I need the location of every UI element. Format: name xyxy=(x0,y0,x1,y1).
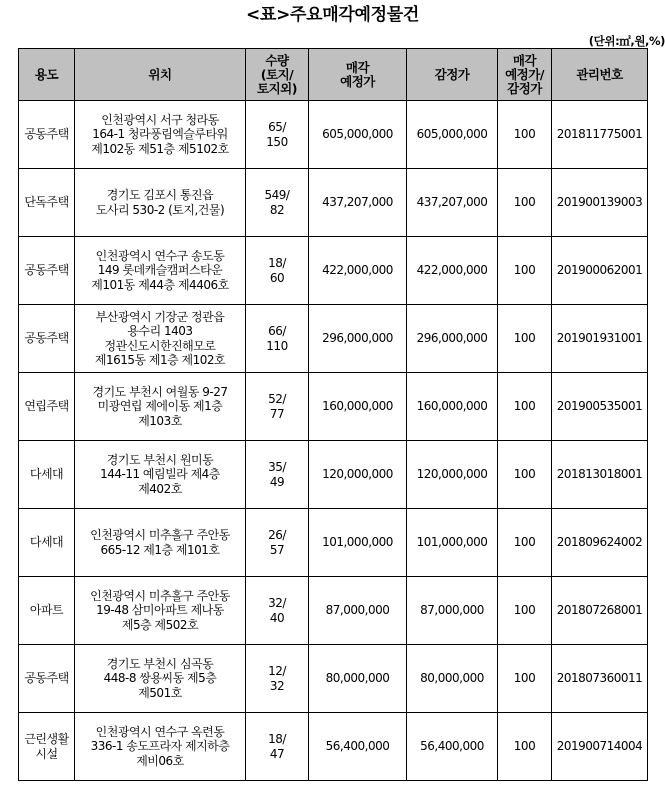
column-header-sale-price-line1: 매각 xyxy=(345,59,370,75)
cell-location-line: 19-48 삼미아파트 제나동 xyxy=(96,603,224,618)
cell-location-line: 미광연립 제에이동 제1층 xyxy=(97,399,223,414)
cell-use: 공동주택 xyxy=(19,237,75,305)
cell-price-ratio: 100 xyxy=(498,713,552,781)
cell-location xyxy=(75,509,246,577)
cell-appraised-price: 87,000,000 xyxy=(407,577,498,645)
cell-quantity-land: 32/ xyxy=(268,596,286,610)
cell-use xyxy=(19,713,75,781)
listing-table xyxy=(18,48,648,781)
column-header-use-label: 용도 xyxy=(34,66,59,82)
cell-appraised-price: 160,000,000 xyxy=(407,373,498,441)
cell-quantity-other: 60 xyxy=(269,270,285,285)
cell-management-number: 201809624002 xyxy=(552,509,648,577)
table-row xyxy=(19,577,648,645)
cell-quantity-other: 110 xyxy=(266,338,288,353)
cell-location xyxy=(75,645,246,713)
column-header-location-label: 위치 xyxy=(148,66,172,82)
cell-quantity-land: 65/ xyxy=(268,120,286,134)
cell-sale-price: 160,000,000 xyxy=(309,373,407,441)
table-row xyxy=(19,169,648,237)
cell-location xyxy=(75,441,246,509)
listing-table-wrapper xyxy=(18,48,647,781)
cell-quantity-land: 18/ xyxy=(268,732,286,746)
cell-location-line: 인천광역시 서구 청라동 xyxy=(101,112,219,127)
cell-management-number: 201807268001 xyxy=(552,577,648,645)
cell-appraised-price: 605,000,000 xyxy=(407,101,498,169)
cell-quantity-land: 18/ xyxy=(268,256,286,270)
unit-note-row xyxy=(18,30,665,50)
cell-location-line: 164-1 청라풍림엑슬루타워 xyxy=(92,127,228,142)
cell-sale-price: 120,000,000 xyxy=(309,441,407,509)
cell-location-line: 665-12 제1층 제101호 xyxy=(100,542,220,557)
cell-quantity-other: 77 xyxy=(269,406,285,421)
cell-appraised-price: 101,000,000 xyxy=(407,509,498,577)
cell-use: 아파트 xyxy=(19,577,75,645)
column-header-ratio-line2: 예정가/ xyxy=(505,66,544,82)
cell-quantity-land: 35/ xyxy=(268,460,286,474)
cell-location-line: 336-1 송도프라자 제지하층 xyxy=(90,739,230,754)
cell-location-line: 144-11 예림빌라 제4층 xyxy=(100,467,220,482)
cell-appraised-price: 437,207,000 xyxy=(407,169,498,237)
cell-price-ratio: 100 xyxy=(498,101,552,169)
cell-sale-price: 101,000,000 xyxy=(309,509,407,577)
cell-location-line: 인천광역시 미추홀구 주안동 xyxy=(90,588,230,603)
cell-location-line: 제비06호 xyxy=(136,753,184,768)
cell-location xyxy=(75,101,246,169)
cell-location-line: 경기도 부천시 여월동 9-27 xyxy=(92,384,228,399)
column-header-sale-price xyxy=(309,49,407,101)
cell-use: 공동주택 xyxy=(19,101,75,169)
table-row xyxy=(19,509,648,577)
cell-quantity-land: 12/ xyxy=(268,664,286,678)
cell-quantity-other: 49 xyxy=(269,474,285,489)
column-header-appraised xyxy=(407,49,498,101)
cell-location-line: 정관신도시한진해모로 xyxy=(104,338,216,353)
cell-quantity-land: 549/ xyxy=(264,188,290,202)
cell-location xyxy=(75,305,246,373)
cell-location-line: 448-8 쌍용씨동 제5층 xyxy=(103,671,217,686)
cell-quantity xyxy=(246,509,309,577)
cell-price-ratio: 100 xyxy=(498,305,552,373)
column-header-quantity-line2: (토지/ xyxy=(260,66,294,82)
cell-quantity-other: 82 xyxy=(269,202,285,217)
cell-quantity-other: 40 xyxy=(269,610,285,625)
table-row xyxy=(19,373,648,441)
column-header-quantity xyxy=(246,49,309,101)
cell-price-ratio: 100 xyxy=(498,169,552,237)
table-body xyxy=(19,101,648,781)
cell-use-line: 근린생활 xyxy=(24,732,69,746)
cell-quantity xyxy=(246,101,309,169)
cell-location-line: 부산광역시 기장군 정관읍 xyxy=(95,309,225,324)
cell-management-number: 201807360011 xyxy=(552,645,648,713)
cell-location-line: 경기도 부천시 심곡동 xyxy=(106,656,214,671)
table-row xyxy=(19,305,648,373)
table-header xyxy=(19,49,648,101)
cell-sale-price: 80,000,000 xyxy=(309,645,407,713)
cell-location-line: 인천광역시 미추홀구 주안동 xyxy=(90,528,230,542)
cell-sale-price: 605,000,000 xyxy=(309,101,407,169)
cell-appraised-price: 56,400,000 xyxy=(407,713,498,781)
cell-location xyxy=(75,713,246,781)
cell-price-ratio: 100 xyxy=(498,373,552,441)
cell-quantity xyxy=(246,577,309,645)
cell-management-number: 201900714004 xyxy=(552,713,648,781)
table-row xyxy=(19,237,648,305)
cell-management-number: 201900062001 xyxy=(552,237,648,305)
cell-location-line: 제402호 xyxy=(138,481,182,496)
cell-price-ratio: 100 xyxy=(498,237,552,305)
header-row xyxy=(19,49,648,101)
cell-location xyxy=(75,169,246,237)
cell-management-number: 201813018001 xyxy=(552,441,648,509)
cell-location-line: 제103호 xyxy=(138,413,182,428)
cell-location-line: 인천광역시 연수구 옥련동 xyxy=(95,724,225,739)
cell-price-ratio: 100 xyxy=(498,441,552,509)
cell-location xyxy=(75,577,246,645)
column-header-quantity-line1: 수량 xyxy=(265,52,289,68)
cell-quantity xyxy=(246,305,309,373)
cell-quantity xyxy=(246,169,309,237)
cell-quantity-other: 150 xyxy=(266,134,288,149)
cell-location xyxy=(75,237,246,305)
cell-location-line: 도사리 530-2 (토지,건물) xyxy=(95,202,225,217)
column-header-use xyxy=(19,49,75,101)
table-row xyxy=(19,441,648,509)
cell-sale-price: 56,400,000 xyxy=(309,713,407,781)
cell-location-line: 경기도 김포시 통진읍 xyxy=(106,188,214,202)
cell-sale-price: 296,000,000 xyxy=(309,305,407,373)
cell-use: 다세대 xyxy=(19,441,75,509)
cell-location-line: 제102동 제51층 제5102호 xyxy=(91,141,229,156)
cell-quantity-land: 66/ xyxy=(268,324,286,338)
cell-location-line: 149 롯데캐슬캠퍼스타운 xyxy=(97,263,223,278)
column-header-mgmt-no-label: 관리번호 xyxy=(576,66,623,82)
cell-sale-price: 87,000,000 xyxy=(309,577,407,645)
table-row xyxy=(19,645,648,713)
cell-quantity xyxy=(246,713,309,781)
cell-quantity-other: 57 xyxy=(269,542,285,557)
cell-price-ratio: 100 xyxy=(498,645,552,713)
cell-location-line: 용수리 1403 xyxy=(127,324,193,338)
cell-management-number: 201900139003 xyxy=(552,169,648,237)
cell-appraised-price: 80,000,000 xyxy=(407,645,498,713)
cell-sale-price: 422,000,000 xyxy=(309,237,407,305)
page-title: <표>주요매각예정물건 xyxy=(246,5,419,25)
cell-location xyxy=(75,373,246,441)
cell-quantity xyxy=(246,645,309,713)
cell-quantity xyxy=(246,373,309,441)
cell-appraised-price: 296,000,000 xyxy=(407,305,498,373)
cell-sale-price: 437,207,000 xyxy=(309,169,407,237)
unit-note: (단위:㎡,원,%) xyxy=(588,34,665,48)
table-row xyxy=(19,713,648,781)
cell-location-line: 경기도 부천시 원미동 xyxy=(106,452,214,467)
cell-appraised-price: 120,000,000 xyxy=(407,441,498,509)
column-header-location xyxy=(75,49,246,101)
cell-management-number: 201811775001 xyxy=(552,101,648,169)
cell-location-line: 제5층 제502호 xyxy=(121,617,199,632)
cell-use: 공동주택 xyxy=(19,645,75,713)
cell-quantity-other: 32 xyxy=(269,678,285,693)
cell-price-ratio: 100 xyxy=(498,509,552,577)
cell-location-line: 제1615동 제1층 제102호 xyxy=(94,353,226,367)
cell-appraised-price: 422,000,000 xyxy=(407,237,498,305)
column-header-ratio-line1: 매각 xyxy=(512,52,537,68)
cell-quantity xyxy=(246,441,309,509)
table-row xyxy=(19,101,648,169)
cell-location-line: 제501호 xyxy=(138,685,182,700)
column-header-ratio xyxy=(498,49,552,101)
cell-management-number: 201901931001 xyxy=(552,305,648,373)
column-header-ratio-line3: 감정가 xyxy=(507,80,542,96)
cell-use: 단독주택 xyxy=(19,169,75,237)
cell-quantity xyxy=(246,237,309,305)
cell-location-line: 제101동 제44층 제4406호 xyxy=(91,277,229,292)
column-header-quantity-line3: 토지외) xyxy=(257,80,297,96)
cell-location-line: 인천광역시 연수구 송도동 xyxy=(95,248,225,263)
cell-use-line: 시설 xyxy=(35,746,58,761)
cell-quantity-other: 47 xyxy=(269,746,285,761)
cell-quantity-land: 26/ xyxy=(268,528,286,542)
cell-use: 공동주택 xyxy=(19,305,75,373)
column-header-appraised-label: 감정가 xyxy=(434,66,470,82)
cell-price-ratio: 100 xyxy=(498,577,552,645)
cell-quantity-land: 52/ xyxy=(268,392,286,406)
column-header-sale-price-line2: 예정가 xyxy=(340,73,375,89)
column-header-mgmt-no xyxy=(552,49,648,101)
cell-management-number: 201900535001 xyxy=(552,373,648,441)
cell-use: 다세대 xyxy=(19,509,75,577)
cell-use: 연립주택 xyxy=(19,373,75,441)
